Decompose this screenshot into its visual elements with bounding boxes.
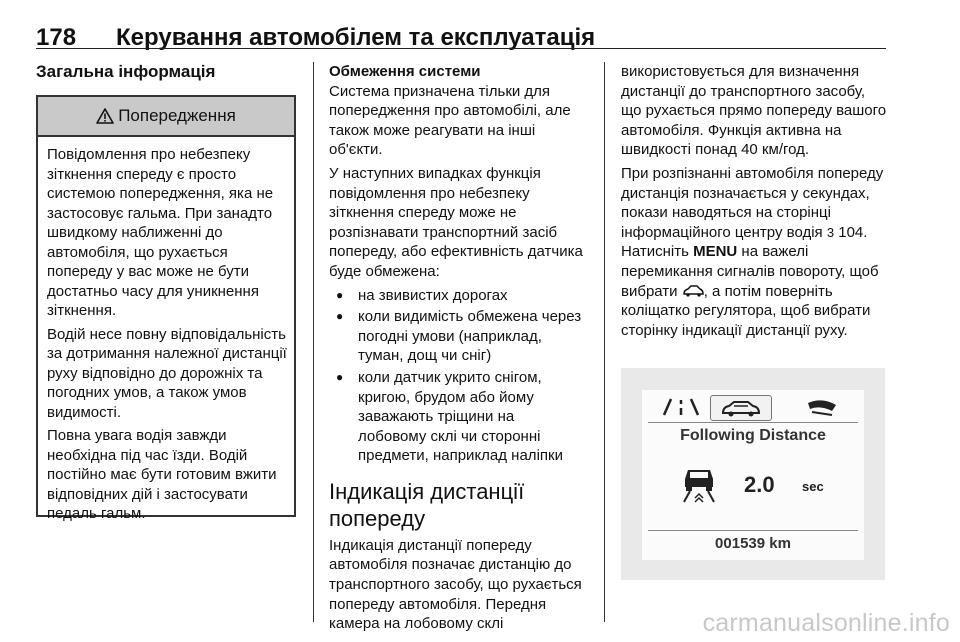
list-item: ● коли видимість обмежена через погодні умови (наприклад, туман, дощ чи сніг) bbox=[329, 307, 585, 366]
following-distance-unit: sec bbox=[802, 479, 824, 494]
column-divider bbox=[313, 62, 314, 622]
lane-assist-tab-icon bbox=[656, 395, 706, 419]
list-item: ● на звивистих дорогах bbox=[329, 286, 585, 306]
following-distance-label: Following Distance bbox=[680, 427, 826, 444]
limits-intro: Система призначена тільки для попередження про автомобілі, але також може реагувати на інші об'єкти. bbox=[329, 82, 571, 159]
chapter-title: Керування автомобілем та експлуатація bbox=[116, 24, 596, 51]
distance-paragraph: Індикація дистанції попереду автомобіля позначає дистанцію до транспортного засобу, що рухається попереду автомобіля. Передня камера на лобовому склі bbox=[329, 536, 582, 633]
warning-body bbox=[38, 137, 294, 524]
column-right bbox=[621, 62, 889, 344]
limits-list bbox=[329, 286, 585, 466]
page-header bbox=[36, 24, 886, 56]
following-distance-tab-icon bbox=[710, 395, 772, 421]
column-divider bbox=[604, 62, 605, 622]
odometer-reading: 001539 km bbox=[715, 535, 791, 552]
header-rule bbox=[36, 48, 886, 49]
warning-header bbox=[38, 97, 294, 137]
column-middle bbox=[329, 62, 585, 638]
list-item: ● коли датчик укрито снігом, кригою, брудом або йому заважають тріщини на лобовому склі чи сторонні предмети, наприклад наліпки bbox=[329, 368, 585, 466]
warning-title: Попередження bbox=[118, 106, 236, 125]
car-ahead-icon bbox=[682, 464, 716, 504]
warning-triangle-icon bbox=[96, 108, 114, 124]
divider bbox=[648, 422, 858, 423]
limits-lead: У наступних випадках функція повідомлення про небезпеку зіткнення спереду може не розпізнавати транспортний засіб попереду, або ефективність датчика буде обмежена: bbox=[329, 164, 583, 280]
tire-pressure-tab-icon bbox=[802, 395, 842, 419]
warning-paragraph: Повідомлення про небезпеку зіткнення спереду є просто системою попередження, яка не застосовує гальма. При занадто швидкому наближенні до автомобіля, що рухається попереду у вас може не бути достатньо часу для уникнення зіткнення. bbox=[47, 146, 274, 319]
text-run: При розпізнанні автомобіля попереду дистанція позначається у секундах, покази наводяться на сторінці інформаційного центру водія bbox=[621, 164, 884, 241]
limits-title: Обмеження системи bbox=[329, 63, 481, 80]
vehicle-info-icon bbox=[682, 285, 704, 297]
warning-box bbox=[36, 95, 296, 522]
following-distance-value: 2.0 bbox=[744, 472, 775, 497]
driver-info-screen bbox=[642, 390, 864, 560]
section-title: Загальна інформація bbox=[36, 62, 216, 81]
divider bbox=[648, 530, 858, 531]
instrument-display-photo bbox=[621, 368, 885, 580]
distance-paragraph: використовується для визначення дистанції до транспортного засобу, що рухається прямо попереду вашого автомобіля. Функція активна на швидкості понад 40 км/год. bbox=[621, 63, 887, 159]
distance-heading: Індикація дистанції попереду bbox=[329, 478, 525, 531]
text-run: 104. Натисніть bbox=[621, 223, 868, 261]
warning-paragraph: Водій несе повну відповідальність за дотримання належної дистанції руху відповідно до дорожніх та погодних умов, а також умов видимості. bbox=[47, 325, 287, 421]
distance-paragraph bbox=[621, 164, 889, 340]
warning-paragraph: Повна увага водія завжди необхідна під час їзди. Водій постійно має бути готовим вжити відповідних дій і застосувати педаль гальм. bbox=[47, 427, 277, 522]
watermark: carmanualsonline.info bbox=[702, 609, 950, 637]
text-run: на важелі перемикання сигналів повороту, щоб вибрати bbox=[621, 243, 879, 300]
page-ref-icon: 3 bbox=[826, 224, 835, 240]
text-run: , а потім поверніть коліщатко регулятора, щоб вибрати сторінку індикації дистанції руху. bbox=[621, 282, 871, 339]
page-number: 178 bbox=[36, 24, 77, 51]
menu-key: MENU bbox=[693, 243, 738, 261]
